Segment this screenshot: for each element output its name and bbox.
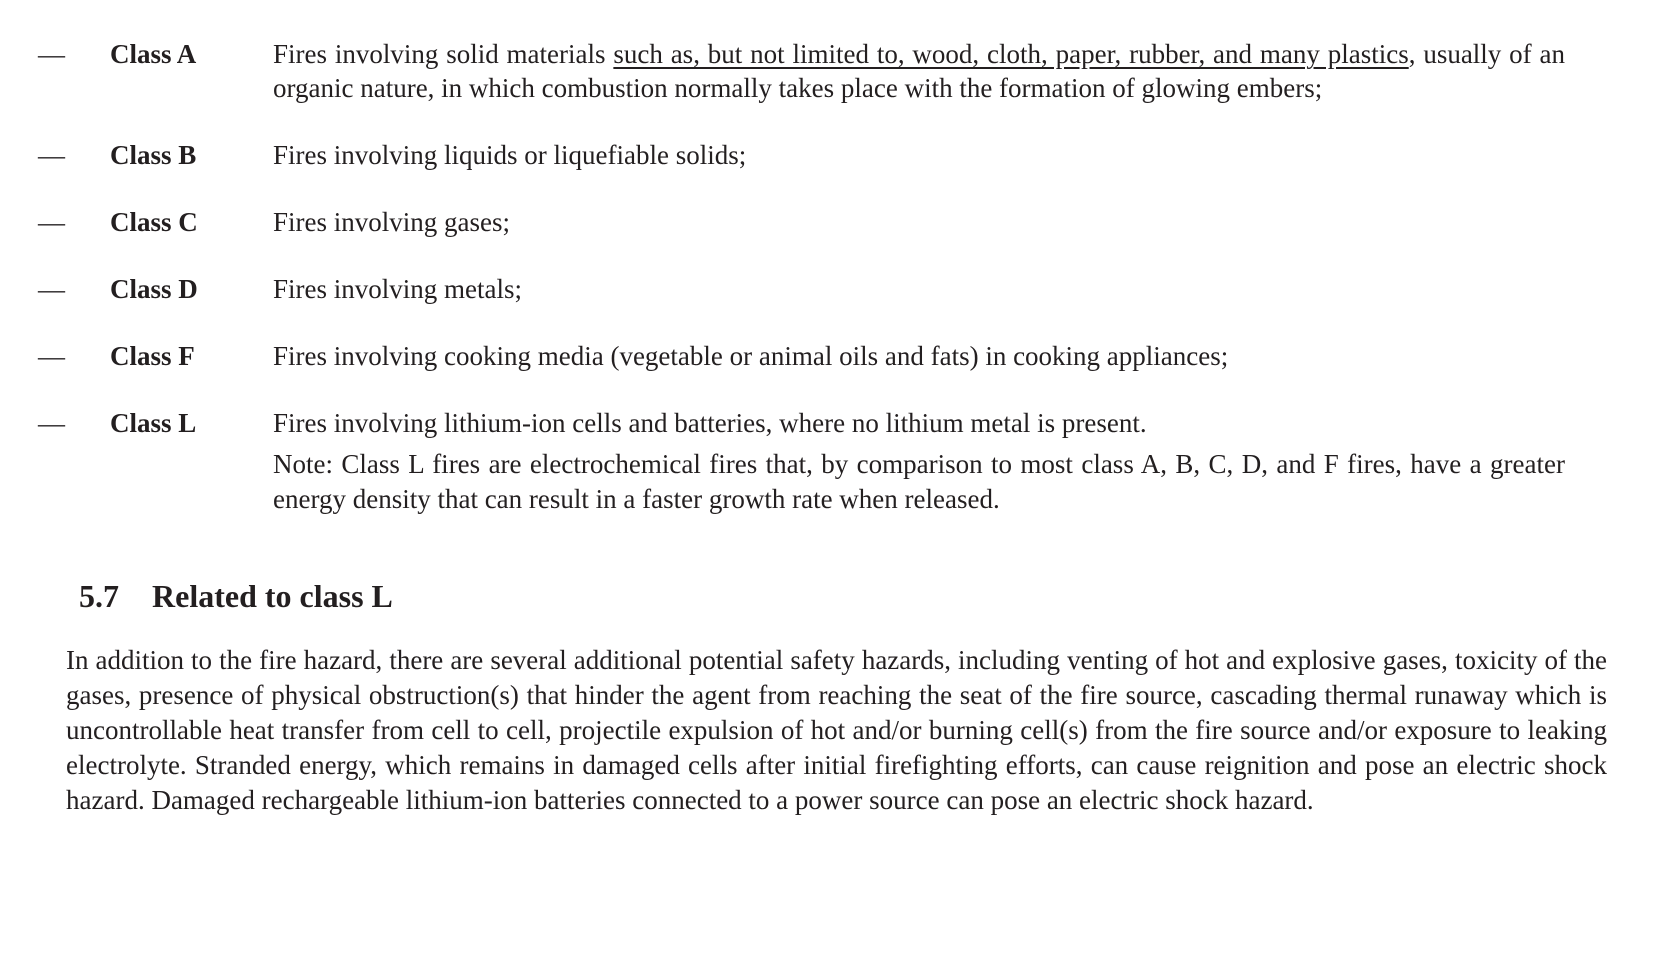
fire-class-b-label: Class B — [110, 140, 197, 170]
list-dash: — — [38, 140, 65, 170]
description-text-after: , usually of an organic nature, in which combustion normally takes place with the formation of glowing embers; — [273, 39, 1565, 103]
fire-class-d-label: Class D — [110, 274, 198, 304]
section-number: 5.7 — [79, 578, 119, 614]
fire-class-a-description — [273, 37, 1565, 105]
list-dash: — — [38, 341, 65, 371]
fire-class-item-a — [38, 37, 1565, 105]
fire-class-f-label: Class F — [110, 341, 195, 371]
fire-class-list — [38, 37, 1565, 517]
fire-class-c-label: Class C — [110, 207, 198, 237]
fire-class-l-description-block — [273, 406, 1565, 517]
section-heading — [79, 577, 1656, 615]
description-text-before: Fires involving solid materials — [273, 39, 614, 69]
fire-class-item-d — [38, 272, 1565, 306]
fire-class-item-b — [38, 138, 1565, 172]
fire-class-f-description: Fires involving cooking media (vegetable or animal oils and fats) in cooking appliances; — [273, 341, 1229, 371]
list-dash: — — [38, 274, 65, 304]
fire-class-l-label: Class L — [110, 408, 197, 438]
list-dash: — — [38, 207, 65, 237]
fire-class-item-l — [38, 406, 1565, 517]
fire-class-b-description: Fires involving liquids or liquefiable solids; — [273, 140, 747, 170]
underlined-phrase: such as, but not limited to, wood, cloth, paper, rubber, and many plastics — [613, 39, 1409, 69]
list-dash: — — [38, 408, 65, 438]
body-paragraph: In addition to the fire hazard, there are several additional potential safety hazards, including venting of hot and explosive gases, toxicity of the gases, presence of physical obstruction(s) that hinder the agent from reaching the seat of the fire source, cascading thermal runaway which is uncontrollable heat transfer from cell to cell, projectile expulsion of hot and/or burning cell(s) from the fire source and/or exposure to leaking electrolyte. Stranded energy, which remains in damaged cells after initial firefighting efforts, can cause reignition and pose an electric shock hazard. Damaged rechargeable lithium-ion batteries connected to a power source can pose an electric shock hazard. — [66, 645, 1607, 815]
fire-class-l-description: Fires involving lithium-ion cells and batteries, where no lithium metal is present. — [273, 408, 1147, 438]
fire-class-c-description: Fires involving gases; — [273, 207, 510, 237]
list-dash: — — [38, 39, 65, 69]
class-l-note: Note: Class L fires are electrochemical fires that, by comparison to most class A, B, C, D, and F fires, have a greater energy density that can result in a faster growth rate when released. — [273, 449, 1565, 514]
fire-class-d-description: Fires involving metals; — [273, 274, 522, 304]
fire-class-item-f — [38, 339, 1565, 373]
fire-class-item-c — [38, 205, 1565, 239]
fire-class-a-label: Class A — [110, 39, 197, 69]
section-title: Related to class L — [152, 578, 393, 614]
